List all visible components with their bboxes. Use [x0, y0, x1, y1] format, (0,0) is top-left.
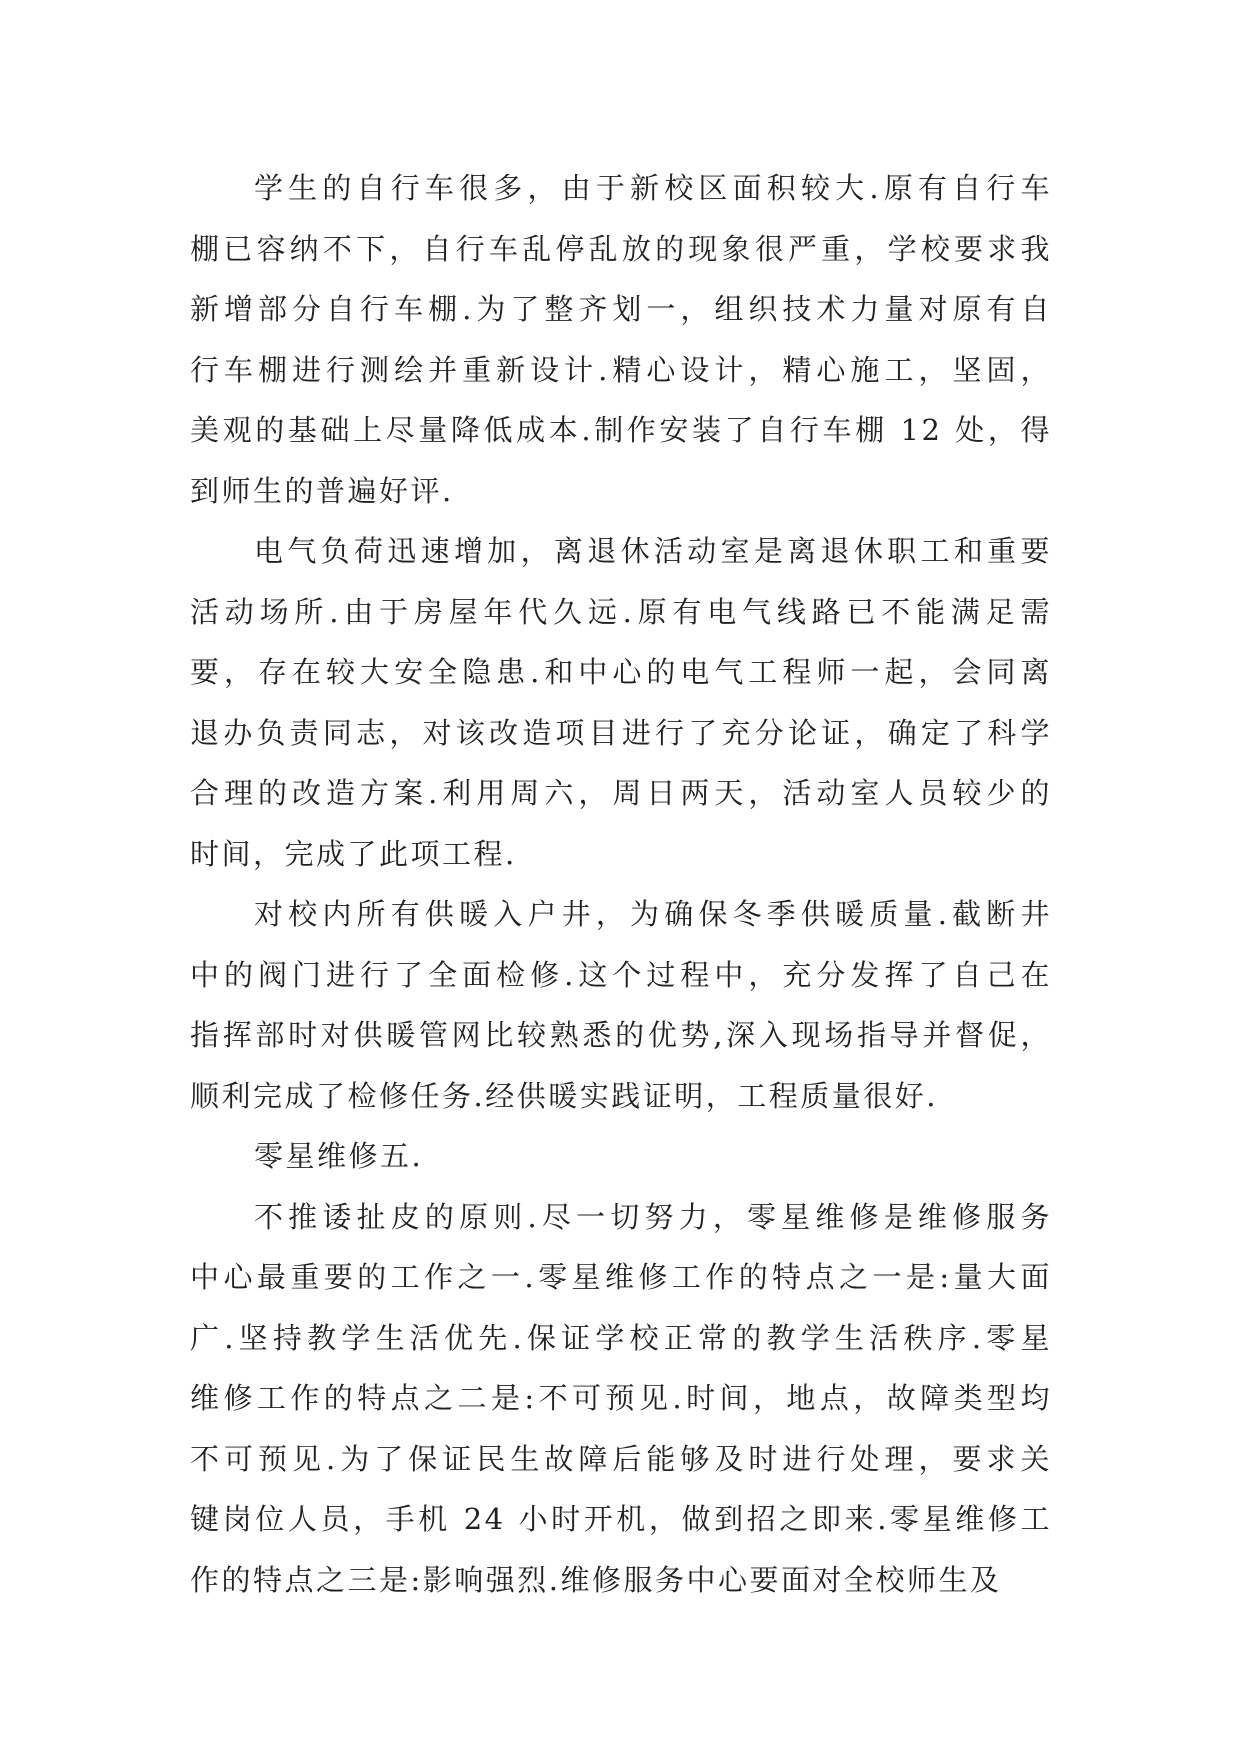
- text-line: 美观的基础上尽量降低成本.制作安装了自行车棚 12 处，得: [190, 413, 1052, 447]
- text-line: 活动场所.由于房屋年代久远.原有电气线路已不能满足需: [190, 594, 1052, 629]
- text-line: 中心最重要的工作之一.零星维修工作的特点之一是:量大面: [190, 1260, 1052, 1294]
- text-line: 行车棚进行测绘并重新设计.精心设计，精心施工，坚固，: [190, 352, 1052, 387]
- text-line: 新增部分自行车棚.为了整齐划一，组织技术力量对原有自: [190, 292, 1052, 326]
- paragraph-bike-shed: [190, 158, 1052, 521]
- paragraph-heating: [190, 884, 1052, 1126]
- paragraph-repairs: [190, 1187, 1052, 1611]
- text-line: 作的特点之三是:影响强烈.维修服务中心要面对全校师生及: [190, 1562, 1002, 1597]
- text-line: 不推诿扯皮的原则.尽一切努力，零星维修是维修服务: [254, 1199, 1052, 1234]
- text-line: 对校内所有供暖入户井，为确保冬季供暖质量.截断井: [254, 897, 1052, 931]
- paragraph-electrical: [190, 521, 1052, 884]
- text-line: 零星维修五.: [254, 1139, 424, 1173]
- text-line: 指挥部时对供暖管网比较熟悉的优势,深入现场指导并督促，: [190, 1018, 1052, 1052]
- text-line: 到师生的普遍好评.: [190, 473, 454, 508]
- text-line: 学生的自行车很多，由于新校区面积较大.原有自行车: [254, 171, 1052, 205]
- text-line: 棚已容纳不下，自行车乱停乱放的现象很严重，学校要求我: [190, 231, 1052, 266]
- document-body: [190, 158, 1052, 1610]
- text-line: 合理的改造方案.利用周六，周日两天，活动室人员较少的: [190, 776, 1052, 810]
- text-line: 电气负荷迅速增加，离退休活动室是离退休职工和重要: [254, 534, 1052, 568]
- text-line: 广.坚持教学生活优先.保证学校正常的教学生活秩序.零星: [190, 1320, 1052, 1355]
- text-line: 键岗位人员，手机 24 小时开机，做到招之即来.零星维修工: [190, 1502, 1052, 1536]
- text-line: 维修工作的特点之二是:不可预见.时间，地点，故障类型均: [190, 1381, 1052, 1415]
- paragraph-heading-five: [190, 1126, 1052, 1187]
- text-line: 中的阀门进行了全面检修.这个过程中，充分发挥了自己在: [190, 957, 1052, 992]
- text-line: 退办负责同志，对该改造项目进行了充分论证，确定了科学: [190, 715, 1052, 750]
- text-line: 顺利完成了检修任务.经供暖实践证明，工程质量很好.: [190, 1078, 938, 1113]
- text-line: 不可预见.为了保证民生故障后能够及时进行处理，要求关: [190, 1441, 1052, 1476]
- text-line: 要，存在较大安全隐患.和中心的电气工程师一起，会同离: [190, 655, 1052, 689]
- text-line: 时间，完成了此项工程.: [190, 836, 517, 871]
